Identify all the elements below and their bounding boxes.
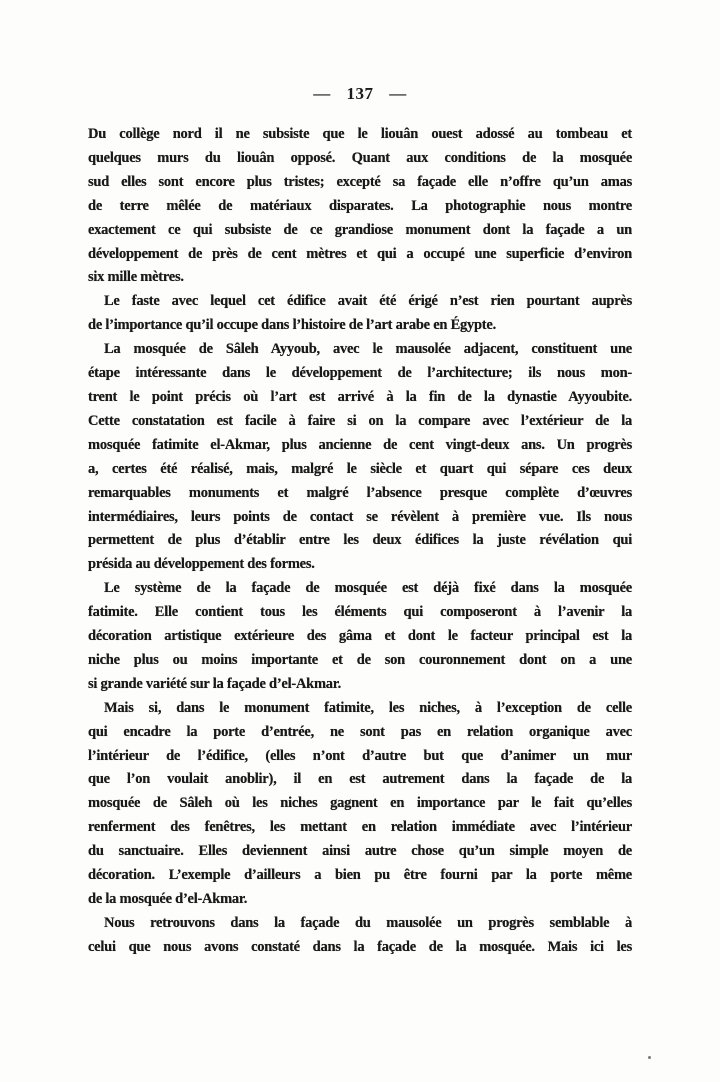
text-line: Cette constatation est facile à faire si on la compare avec l’extérieur de la [88,412,632,429]
text-line: renferment des fenêtres, les mettant en relation immédiate avec l’intérieur [88,819,632,836]
paragraph [88,338,632,577]
paragraph [88,290,632,338]
text-line: remarquables monuments et malgré l’absence presque complète d’œuvres [88,484,632,501]
text-line: si grande variété sur la façade d’el-Akmar. [88,675,342,692]
text-line: La mosquée de Sâleh Ayyoub, avec le mausolée adjacent, constituent une [104,341,632,358]
text-line: quelques murs du liouân opposé. Quant aux conditions de la mosquée [88,149,632,166]
paragraph [88,912,632,960]
page-number: — 137 — [313,84,407,103]
text-line: six mille mètres. [88,269,184,286]
text-line: décoration artistique extérieure des gâma et dont le facteur principal est la [88,628,632,645]
text-line: mosquée de Sâleh où les niches gagnent en importance par le fait qu’elles [88,795,632,812]
text-line: de la mosquée d’el-Akmar. [88,891,248,907]
text-line: que l’on voulait anoblir), il en est autrement dans la façade de la [88,771,632,788]
text-line: qui encadre la porte d’entrée, ne sont pas en relation organique avec [88,723,632,740]
text-line: intermédiaires, leurs points de contact se révèlent à première vue. Ils nous [88,508,632,525]
text-line: a, certes été réalisé, mais, malgré le siècle et quart qui sépare ces deux [88,460,632,477]
text-line: sud elles sont encore plus tristes; excepté sa façade elle n’offre qu’un amas [88,173,632,190]
text-line: permettent de plus d’établir entre les deux édifices la juste révélation qui [88,532,632,549]
paragraph [88,577,632,697]
text-line: niche plus ou moins importante et de son couronnement dont on a une [88,651,632,668]
text-line: Du collège nord il ne subsiste que le liouân ouest adossé au tombeau et [88,126,632,142]
text-line: mosquée fatimite el-Akmar, plus ancienne de cent vingt-deux ans. Un progrès [88,436,632,453]
text-line: Le système de la façade de mosquée est déjà fixé dans la mosquée [104,580,632,597]
text-line: décoration. L’exemple d’ailleurs a bien pu être fourni par la porte même [88,867,632,884]
text-line: de terre mêlée de matériaux disparates. La photographie nous montre [88,197,632,214]
text-line: de l’importance qu’il occupe dans l’histoire de l’art arabe en Égypte. [88,317,496,334]
text-line: Mais si, dans le monument fatimite, les niches, à l’exception de celle [104,699,632,716]
text-line: celui que nous avons constaté dans la façade de la mosquée. Mais ici les [88,938,632,955]
text-line: Nous retrouvons dans la façade du mausolée un progrès semblable à [104,914,632,931]
text-line: fatimite. Elle contient tous les éléments qui composeront à l’avenir la [88,604,632,621]
text-line: présida au développement des formes. [88,556,315,573]
text-line: développement de près de cent mètres et qui a occupé une superficie d’environ [88,245,632,262]
scan-speck [648,1056,651,1059]
text-line: étape intéressante dans le développement de l’architecture; ils nous mon- [88,365,632,382]
text-line: du sanctuaire. Elles deviennent ainsi autre chose qu’un simple moyen de [88,843,632,860]
paragraph [88,697,632,912]
text-line: Le faste avec lequel cet édifice avait été érigé n’est rien pourtant auprès [104,293,632,310]
text-line: trent le point précis où l’art est arrivé à la fin de la dynastie Ayyoubite. [88,388,632,405]
text-line: l’intérieur de l’édifice, (elles n’ont d’autre but que d’animer un mur [88,747,632,764]
paragraph [88,123,632,290]
text-line: exactement ce qui subsiste de ce grandiose monument dont la façade a un [88,221,632,238]
body-text [88,123,632,960]
